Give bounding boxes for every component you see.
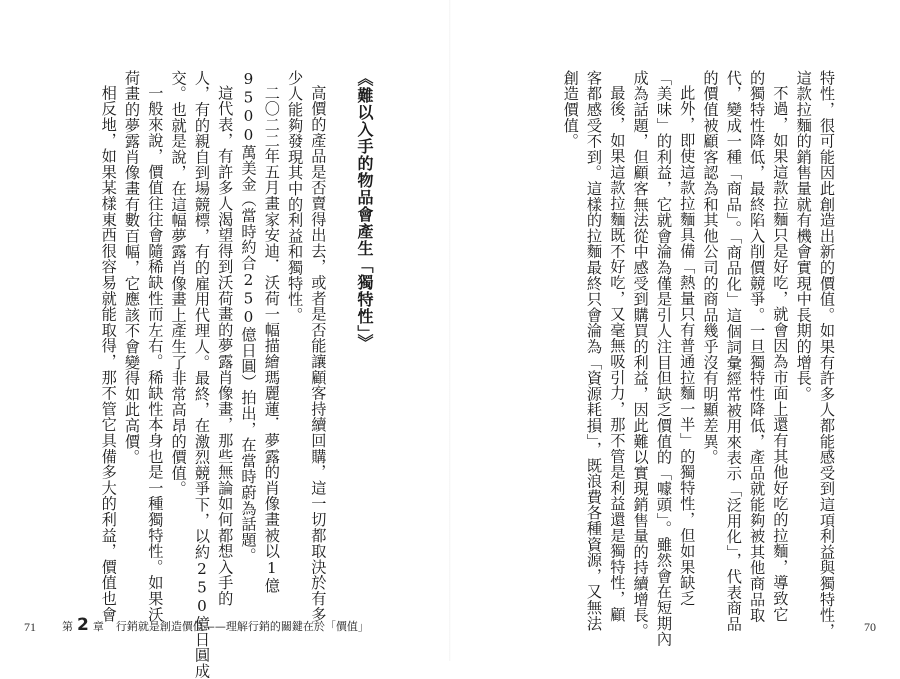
body-line: 這款拉麵的銷售量就有機會實現中長期的增長。: [794, 70, 813, 402]
body-line: 9500萬美金（當時約合250億日圓）拍出，在當時蔚為話題。: [239, 70, 258, 564]
body-line: 特性，很可能因此創造出新的價值。如果有許多人都能感受到這項利益與獨特性，: [818, 70, 836, 639]
body-line: 的獨特性降低，最終陷入削價競爭。一旦獨特性降低，產品就能夠被其他商品取: [748, 70, 767, 623]
body-line: 高價的產品是否賣得出去，或者是否能讓顧客持續回購，這一切都取決於有多: [309, 85, 328, 623]
chapter-title: 行銷就是創造價值——理解行銷的關鍵在於「價值」: [115, 620, 369, 633]
right-page: [450, 0, 900, 661]
body-line: 不過，如果這款拉麵只是好吃，就會因為市面上還有其他好吃的拉麵，導致它: [771, 85, 790, 623]
body-line: 相反地，如果某樣東西很容易就能取得，那不管它具備多大的利益，價值也會: [99, 85, 118, 623]
body-line: 代，變成一種「商品」。「商品化」這個詞彙經常被用來表示「泛用化」，代表商品: [724, 70, 743, 632]
left-page-number: 71: [24, 620, 36, 634]
body-line: 「美味」的利益，它就會淪為僅是引人注目但缺乏價值的「噱頭」。雖然會在短期內: [654, 70, 673, 647]
section-heading: 《難以入手的物品會產生「獨特性」》: [355, 70, 374, 351]
chapter-suffix: 章: [92, 620, 104, 633]
body-line: 創造價值。: [561, 70, 580, 149]
body-line: 交。也就是說，在這幅夢露肖像畫上產生了非常高昂的價值。: [169, 70, 188, 497]
running-head: [62, 615, 369, 635]
chapter-number: 2: [77, 615, 89, 635]
body-line: 最後，如果這款拉麵既不好吃，又毫無吸引力，那不管是利益還是獨特性，顧: [608, 85, 627, 623]
body-line: 客都感受不到。這樣的拉麵最終只會淪為「資源耗損」，既浪費各種資源，又無法: [585, 70, 604, 632]
body-line: 此外，即使這款拉麵具備「熱量只有普通拉麵一半」的獨特性，但如果缺乏: [678, 85, 697, 607]
body-line: 這代表，有許多人渴望得到沃荷畫的夢露肖像畫，那些無論如何都想入手的: [216, 85, 235, 607]
right-page-number: 70: [864, 620, 876, 634]
right-page-body: [558, 70, 838, 647]
body-line: 二〇二二年五月畫家安迪．沃荷一幅描繪瑪麗蓮．夢露的肖像畫被以1億: [262, 85, 281, 594]
chapter-prefix: 第: [62, 620, 73, 633]
body-line: 少人能夠發現其中的利益和獨特性。: [286, 70, 305, 323]
body-line: 的價值被顧客認為和其他公司的商品幾乎沒有明顯差異。: [701, 70, 720, 465]
body-line: 人，有的親自到場競標，有的雇用代理人。最終，在激烈競爭下，以約250億日圓成: [192, 70, 211, 679]
body-line: 成為話題，但顧客無法從中感受到購買的利益，因此難以實現銷售量的持續增長。: [631, 70, 650, 639]
body-line: 荷畫的夢露肖像畫有數百幅，它應該不會變得如此高價。: [123, 70, 142, 465]
body-line: 一般來說，價值往往會隨稀缺性而左右。稀缺性本身也是一種獨特性。如果沃: [146, 85, 165, 623]
